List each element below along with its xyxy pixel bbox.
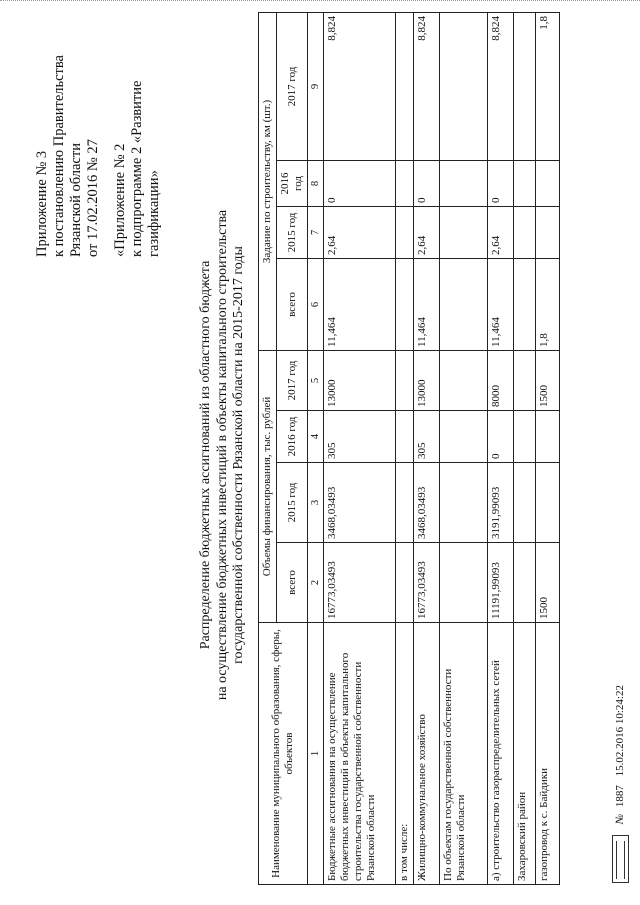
cell-task-2017: [440, 12, 488, 160]
cell-fin-2016: [440, 411, 488, 463]
cell-task-2016: 0: [414, 160, 440, 206]
table-row: [324, 12, 396, 884]
cell-task-2016: 0: [324, 160, 396, 206]
table-row: [514, 12, 536, 884]
cell-fin-2017: 13000: [414, 350, 440, 410]
budget-table: [258, 12, 560, 885]
table-row: [414, 12, 440, 884]
appendix2-line-1: «Приложение № 2: [112, 143, 128, 257]
cell-task-2017: 8,824: [414, 12, 440, 160]
cell-task-total: [514, 258, 536, 350]
header-task-2015: 2015 год: [277, 206, 308, 258]
appendix-line-3: Рязанской области: [68, 143, 84, 257]
cell-task-total: [440, 258, 488, 350]
cell-task-2015: 2,64: [414, 206, 440, 258]
cell-fin-2016: 305: [414, 411, 440, 463]
col-index: 1: [308, 623, 324, 885]
cell-task-2015: [536, 206, 560, 258]
cell-fin-2017: [396, 350, 414, 410]
cell-fin-2017: 1500: [536, 350, 560, 410]
barcode-stamp-icon: [612, 835, 629, 883]
col-index: 3: [308, 463, 324, 543]
cell-task-2015: [440, 206, 488, 258]
col-index: 2: [308, 543, 324, 623]
cell-fin-2015: [514, 463, 536, 543]
row-name: газопровод к с. Байдики: [536, 623, 560, 885]
cell-task-2015: [396, 206, 414, 258]
cell-fin-2017: 13000: [324, 350, 396, 410]
cell-fin-total: [514, 543, 536, 623]
header-task: Задание по строительству, км (шт.): [259, 12, 277, 350]
row-name: Жилищно-коммунальное хозяйство: [414, 623, 440, 885]
cell-fin-2015: 3468,03493: [414, 463, 440, 543]
header-task-2017: 2017 год: [277, 12, 308, 160]
col-index: 6: [308, 258, 324, 350]
header-fin-total: всего: [277, 543, 308, 623]
cell-fin-2017: [514, 350, 536, 410]
cell-fin-2017: [440, 350, 488, 410]
row-name: Захаровский район: [514, 623, 536, 885]
header-fin-2015: 2015 год: [277, 463, 308, 543]
cell-fin-total: [440, 543, 488, 623]
col-index: 8: [308, 160, 324, 206]
appendix2-line-2: к подпрограмме 2 «Развитие: [129, 80, 145, 257]
registration-number: 1887: [614, 785, 627, 808]
appendix-line-1: Приложение № 3: [34, 150, 50, 257]
title-line-3: государственной собственности Рязанской области на 2015-2017 годы: [231, 246, 246, 664]
cell-fin-2017: 8000: [488, 350, 514, 410]
cell-fin-total: 16773,03493: [414, 543, 440, 623]
cell-task-2015: 2,64: [488, 206, 514, 258]
col-index: 5: [308, 350, 324, 410]
cell-task-total: 11,464: [414, 258, 440, 350]
appendix-subprogram: [112, 7, 163, 257]
col-index: 4: [308, 411, 324, 463]
header-task-2016: 2016 год: [277, 160, 308, 206]
appendix2-line-3: газификации»: [146, 170, 162, 257]
cell-task-2017: 8,824: [488, 12, 514, 160]
appendix-line-4: от 17.02.2016 № 27: [85, 139, 101, 257]
header-row-1: [259, 12, 277, 884]
header-financing: Объемы финансирования, тыс. рублей: [259, 350, 277, 622]
cell-task-2016: [440, 160, 488, 206]
cell-fin-2015: 3191,99093: [488, 463, 514, 543]
registration-footer: [612, 685, 629, 883]
title-line-1: Распределение бюджетных ассигнований из областного бюджета: [198, 260, 213, 650]
registration-datetime: 15.02.2016 10:24:22: [614, 685, 627, 777]
cell-task-2016: [536, 160, 560, 206]
cell-task-2016: [396, 160, 414, 206]
row-name: Бюджетные ассигнования на осуществление бюджетных инвестиций в объекты капитального строительства государственной собственности Рязанской области: [324, 623, 396, 885]
cell-fin-2015: [440, 463, 488, 543]
header-task-total: всего: [277, 258, 308, 350]
cell-fin-2016: [536, 411, 560, 463]
table-row: [536, 12, 560, 884]
document-title: [198, 175, 248, 735]
cell-task-total: 11,464: [324, 258, 396, 350]
cell-task-2017: 8,824: [324, 12, 396, 160]
column-index-row: [308, 12, 324, 884]
cell-fin-2015: [396, 463, 414, 543]
cell-task-total: [396, 258, 414, 350]
cell-fin-2016: 0: [488, 411, 514, 463]
cell-task-2015: 2,64: [324, 206, 396, 258]
cell-task-total: 1,8: [536, 258, 560, 350]
header-fin-2017: 2017 год: [277, 350, 308, 410]
cell-fin-2016: [396, 411, 414, 463]
row-name: а) строительство газораспределительных сетей: [488, 623, 514, 885]
row-name: в том числе:: [396, 623, 414, 885]
table-row: [396, 12, 414, 884]
appendix-header: [34, 7, 102, 257]
cell-fin-total: [396, 543, 414, 623]
cell-task-total: 11,464: [488, 258, 514, 350]
number-sign: №: [614, 813, 627, 825]
appendix-line-2: к постановлению Правительства: [51, 55, 67, 257]
cell-fin-2016: [514, 411, 536, 463]
cell-task-2016: 0: [488, 160, 514, 206]
title-line-2: на осуществление бюджетных инвестиций в объекты капитального строительства: [214, 209, 230, 701]
table-row: [440, 12, 488, 884]
cell-task-2015: [514, 206, 536, 258]
cell-task-2017: [396, 12, 414, 160]
row-name: По объектам государственной собственности Рязанской области: [440, 623, 488, 885]
col-index: 7: [308, 206, 324, 258]
cell-fin-2016: 305: [324, 411, 396, 463]
cell-fin-2015: 3468,03493: [324, 463, 396, 543]
header-fin-2016: 2016 год: [277, 411, 308, 463]
col-index: 9: [308, 12, 324, 160]
table-row: [488, 12, 514, 884]
cell-fin-2015: [536, 463, 560, 543]
cell-fin-total: 1500: [536, 543, 560, 623]
cell-task-2017: [514, 12, 536, 160]
cell-task-2016: [514, 160, 536, 206]
header-name: Наименование муниципального образования, сферы, объектов: [259, 623, 308, 885]
cell-fin-total: 11191,99093: [488, 543, 514, 623]
cell-fin-total: 16773,03493: [324, 543, 396, 623]
cell-task-2017: 1,8: [536, 12, 560, 160]
